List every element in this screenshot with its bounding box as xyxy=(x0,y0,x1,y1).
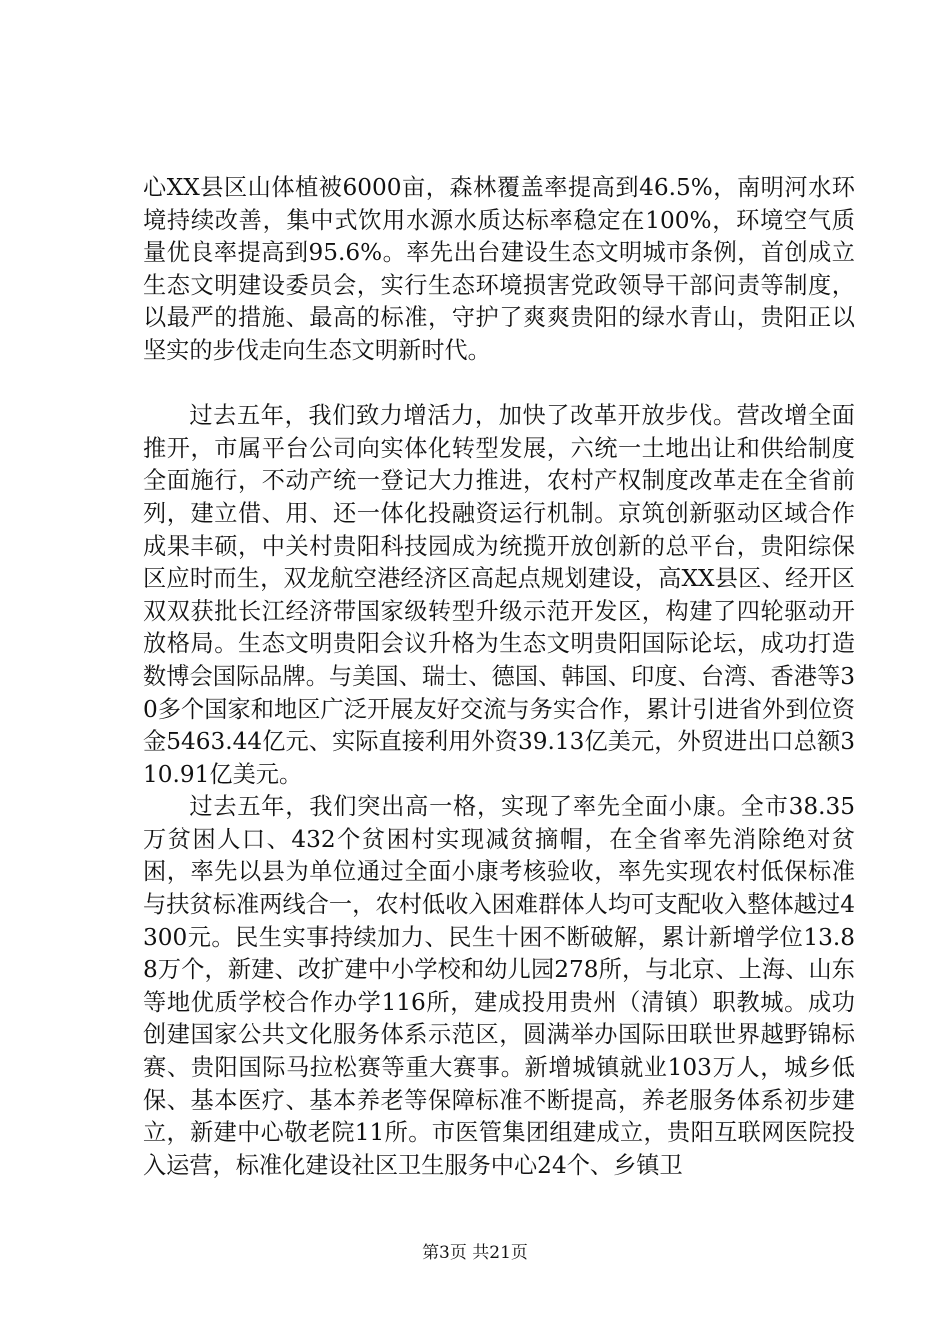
document-body xyxy=(143,172,855,1182)
page-number-footer: 第3页 共21页 xyxy=(422,1243,528,1263)
paragraph-moderate-prosperity: 过去五年，我们突出高一格，实现了率先全面小康。全市38.35万贫困人口、432个贫困村实现减贫摘帽，在全省率先消除绝对贫困，率先以县为单位通过全面小康考核验收，率先实现农村低保标准与扶贫标准两线合一，农村低收入困难群体人均可支配收入整体越过4300元。民生实事持续加力、民生十困不断破解，累计新增学位13.88万个，新建、改扩建中小学校和幼儿园278所，与北京、上海、山东等地优质学校合作办学116所，建成投用贵州（清镇）职教城。成功创建国家公共文化服务体系示范区，圆满举办国际田联世界越野锦标赛、贵阳国际马拉松赛等重大赛事。新增城镇就业103万人，城乡低保、基本医疗、基本养老等保障标准不断提高，养老服务体系初步建立，新建中心敬老院11所。市医管集团组建成立，贵阳互联网医院投入运营，标准化建设社区卫生服务中心24个、乡镇卫 xyxy=(143,793,855,1179)
paragraph-reform-opening: 过去五年，我们致力增活力，加快了改革开放步伐。营改增全面推开，市属平台公司向实体化转型发展，六统一土地出让和供给制度全面施行，不动产统一登记大力推进，农村产权制度改革走在全省前列，建立借、用、还一体化投融资运行机制。京筑创新驱动区域合作成果丰硕，中关村贵阳科技园成为统揽开放创新的总平台，贵阳综保区应时而生，双龙航空港经济区高起点规划建设，高XX县区、经开区双双获批长江经济带国家级转型升级示范开发区，构建了四轮驱动开放格局。生态文明贵阳会议升格为生态文明贵阳国际论坛，成功打造数博会国际品牌。与美国、瑞士、德国、韩国、印度、台湾、香港等30多个国家和地区广泛开展友好交流与务实合作，累计引进省外到位资金5463.44亿元、实际直接利用外资39.13亿美元，外贸进出口总额310.91亿美元。 xyxy=(143,402,855,788)
paragraph-continuation: 心XX县区山体植被6000亩，森林覆盖率提高到46.5%，南明河水环境持续改善，集中式饮用水源水质达标率稳定在100%，环境空气质量优良率提高到95.6%。率先出台建设生态文明城市条例，首创成立生态文明建设委员会，实行生态环境损害党政领导干部问责等制度，以最严的措施、最高的标准，守护了爽爽贵阳的绿水青山，贵阳正以坚实的步伐走向生态文明新时代。 xyxy=(143,174,855,364)
